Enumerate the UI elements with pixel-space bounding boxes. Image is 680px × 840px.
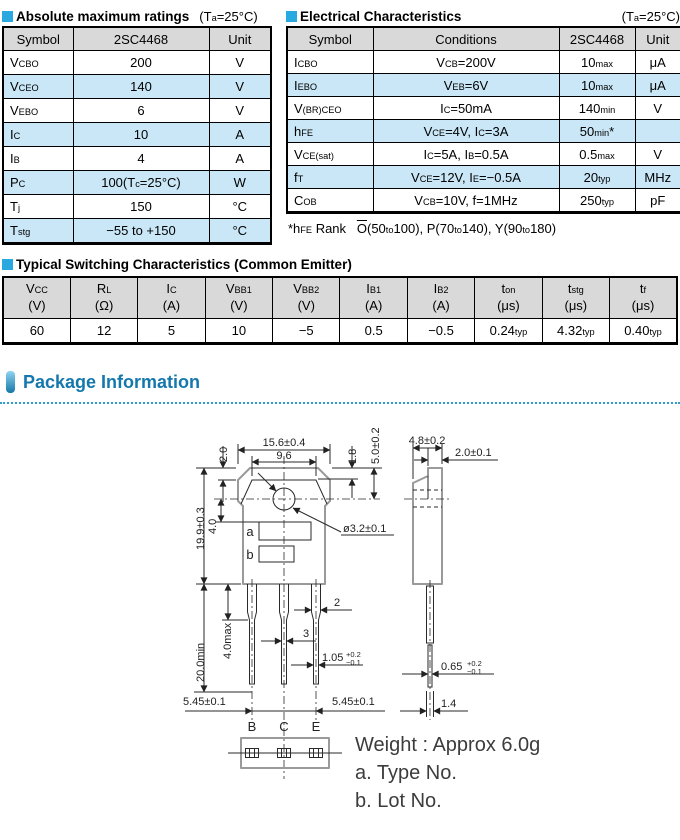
abs-ta-condition: (Ta=25°C) <box>199 8 258 24</box>
cell-unit: MHz <box>635 166 680 189</box>
type-no-mark-area <box>259 522 311 540</box>
col-header-vbb1: VBB1 (V) <box>205 277 272 319</box>
cell-value: 0.24typ <box>475 319 542 344</box>
dim-lead-length-label: 20.0min <box>195 642 207 682</box>
table-row <box>3 171 271 195</box>
sw-title-text: Typical Switching Characteristics (Common Emitter) <box>16 256 352 272</box>
cell-value: 4.32typ <box>542 319 609 344</box>
ratings-row <box>0 0 680 245</box>
abs-title-text: Absolute maximum ratings <box>16 8 190 24</box>
section-marker-icon <box>2 259 13 270</box>
cell-value: 60 <box>3 319 70 344</box>
cell-symbol: COB <box>287 189 373 213</box>
side-view <box>404 468 452 720</box>
package-information-title: Package Information <box>23 371 201 392</box>
col-header-part: 2SC4468 <box>559 27 635 51</box>
elec-ta-condition: (Ta=25°C) <box>621 8 680 24</box>
switching-characteristics-section <box>0 254 680 345</box>
cell-symbol: VCE(sat) <box>287 143 373 166</box>
cell-symbol: IB <box>3 147 73 171</box>
dim-side-lead-tol-minus: −0.1 <box>467 667 482 676</box>
col-header-rl: RL (Ω) <box>70 277 137 319</box>
table-row <box>287 97 680 120</box>
cell-conditions: VCB=200V <box>373 51 559 74</box>
dim-inner-width-label: 9.6 <box>276 450 292 462</box>
table-row <box>3 147 271 171</box>
cell-unit: °C <box>209 195 271 219</box>
col-header-ib1: IB1 (A) <box>340 277 407 319</box>
table-row <box>287 51 680 74</box>
col-header-tstg: tstg (μs) <box>542 277 609 319</box>
hfe-rank-footnote: *hFE Rank $\overline{O}(50to100)$, P(70to140), Y(90to180) <box>288 221 557 236</box>
cell-value: 200 <box>73 51 209 75</box>
type-no-note: a. Type No. <box>355 762 457 784</box>
dim-lead-width-3 <box>261 628 316 641</box>
bottom-view <box>228 738 342 768</box>
dim-flange-depth-label: 5.0±0.2 <box>370 427 382 464</box>
dim-flange-depth <box>370 427 382 499</box>
dim-lead-thickness-tol-plus: +0.2 <box>346 650 361 659</box>
table-row <box>3 123 271 147</box>
dim-notch-depth-label: 1.8 <box>347 448 359 464</box>
dim-side-tab-thickness-label: 2.0±0.1 <box>455 447 492 459</box>
cell-value: 0.5max <box>559 143 635 166</box>
cell-unit: V <box>209 75 271 99</box>
dim-side-lead-thickness <box>402 659 494 676</box>
cell-symbol: IC <box>3 123 73 147</box>
dim-side-lead-tol-plus: +0.2 <box>467 659 482 668</box>
cell-value: −0.5 <box>407 319 474 344</box>
dim-lead-pitch-left-label: 5.45±0.1 <box>183 696 226 708</box>
cell-value: 0.5 <box>340 319 407 344</box>
col-header-symbol: Symbol <box>3 27 73 51</box>
cell-conditions: IC=5A, IB=0.5A <box>373 143 559 166</box>
cell-conditions: VCE=12V, IE=−0.5A <box>373 166 559 189</box>
dim-lead-thickness-label: 1.05 <box>322 652 344 664</box>
dim-lead-width-3-label: 3 <box>303 628 310 640</box>
col-header-vbb2: VBB2 (V) <box>273 277 340 319</box>
cell-value: 20typ <box>559 166 635 189</box>
front-view <box>214 456 380 779</box>
col-header-ton: ton (μs) <box>475 277 542 319</box>
table-header-row <box>287 27 680 51</box>
dim-side-lead-thickness-label: 0.65 <box>441 661 463 673</box>
cell-symbol: Tstg <box>3 219 73 244</box>
dim-top-width-label: 15.6±0.4 <box>262 437 306 449</box>
cell-unit: W <box>209 171 271 195</box>
col-header-ib2: IB2 (A) <box>407 277 474 319</box>
dim-lead-thickness-tol-minus: −0.1 <box>346 658 361 667</box>
cell-value: 12 <box>70 319 137 344</box>
table-header-row <box>3 277 677 319</box>
section-marker-icon <box>2 11 13 22</box>
dim-lead-thickness <box>291 650 363 667</box>
lot-no-note: b. Lot No. <box>355 790 442 812</box>
cell-unit: pF <box>635 189 680 213</box>
dim-side-tab-thickness <box>414 447 498 466</box>
dim-tab-height <box>218 446 236 502</box>
cell-conditions: VCE=4V, IC=3A <box>373 120 559 143</box>
cell-symbol: IEBO <box>287 74 373 97</box>
table-row <box>287 189 680 213</box>
package-drawing <box>0 404 680 840</box>
col-header-vcc: VCC (V) <box>3 277 70 319</box>
cell-unit: °C <box>209 219 271 244</box>
table-row <box>3 195 271 219</box>
mark-b-label: b <box>246 547 254 562</box>
dim-lead-shoulder <box>222 584 248 659</box>
dim-lead-shoulder-label: 4.0max <box>222 622 234 659</box>
table-row <box>287 166 680 189</box>
cell-conditions: VEB=6V <box>373 74 559 97</box>
cell-unit: V <box>635 97 680 120</box>
table-row <box>3 99 271 123</box>
cell-unit: A <box>209 147 271 171</box>
electrical-characteristics-section <box>286 6 680 245</box>
col-header-ic: IC (A) <box>138 277 205 319</box>
cell-symbol: VCEO <box>3 75 73 99</box>
cell-unit: V <box>209 51 271 75</box>
table-row <box>3 319 677 344</box>
cell-value: −55 to +150 <box>73 219 209 244</box>
cell-conditions: VCB=10V, f=1MHz <box>373 189 559 213</box>
dim-body-height-label: 19.9±0.3 <box>195 507 207 550</box>
elec-section-title <box>286 6 680 26</box>
dim-hole-diameter-label: ø3.2±0.1 <box>343 523 387 535</box>
table-row <box>3 219 271 244</box>
pin-label-emitter: E <box>311 719 321 734</box>
table-row <box>287 143 680 166</box>
cell-symbol: Tj <box>3 195 73 219</box>
table-row <box>3 75 271 99</box>
cell-value: 10 <box>73 123 209 147</box>
col-header-symbol: Symbol <box>287 27 373 51</box>
cell-symbol: VEBO <box>3 99 73 123</box>
col-header-tf: tf (μs) <box>610 277 677 319</box>
cell-value: −5 <box>273 319 340 344</box>
elec-title-text: Electrical Characteristics <box>300 8 462 24</box>
dim-side-lead-tip <box>400 691 468 717</box>
section-marker-icon <box>286 11 297 22</box>
table-row <box>287 74 680 97</box>
pin-label-collector: C <box>279 719 289 734</box>
cell-value: 140min <box>559 97 635 120</box>
absolute-maximum-ratings-section <box>2 6 270 245</box>
cell-value: 5 <box>138 319 205 344</box>
absolute-maximum-ratings-table <box>2 26 272 245</box>
dim-side-lead-tip-label: 1.4 <box>441 698 457 710</box>
abs-section-title <box>2 6 270 26</box>
lot-no-mark-area <box>259 546 294 562</box>
package-notes <box>355 734 540 812</box>
cell-symbol: hFE <box>287 120 373 143</box>
cell-symbol: VCBO <box>3 51 73 75</box>
dim-side-width-label: 4.8±0.2 <box>408 435 446 447</box>
pin-label-base: B <box>247 719 257 734</box>
table-row <box>287 120 680 143</box>
cell-value: 6 <box>73 99 209 123</box>
col-header-conditions: Conditions <box>373 27 559 51</box>
cell-value: 10max <box>559 51 635 74</box>
cell-symbol: ICBO <box>287 51 373 74</box>
dim-hole-offset-label: 4.0 <box>207 518 219 534</box>
mark-a-label: a <box>246 524 254 539</box>
cell-value: 140 <box>73 75 209 99</box>
cell-value: 4 <box>73 147 209 171</box>
cell-unit <box>635 120 680 143</box>
cell-unit: μA <box>635 51 680 74</box>
cell-value: 0.40typ <box>610 319 677 344</box>
dim-lead-pitch-right-label: 5.45±0.1 <box>332 696 375 708</box>
cell-value: 250typ <box>559 189 635 213</box>
table-header-row <box>3 27 271 51</box>
cell-unit: μA <box>635 74 680 97</box>
cell-value: 10 <box>205 319 272 344</box>
dim-tab-height-label: 2.0 <box>218 446 230 462</box>
switching-characteristics-table <box>2 276 678 345</box>
col-header-unit: Unit <box>635 27 680 51</box>
cell-symbol: fT <box>287 166 373 189</box>
cell-value: 150 <box>73 195 209 219</box>
cell-value: 10max <box>559 74 635 97</box>
cell-symbol: V(BR)CEO <box>287 97 373 120</box>
electrical-characteristics-table <box>286 26 680 214</box>
cell-unit: V <box>635 143 680 166</box>
cell-unit: V <box>209 99 271 123</box>
cell-value: 50min* <box>559 120 635 143</box>
cell-conditions: IC=50mA <box>373 97 559 120</box>
heading-bar-icon <box>6 371 15 393</box>
col-header-unit: Unit <box>209 27 271 51</box>
cell-value: 100(Tc=25°C) <box>73 171 209 195</box>
weight-note: Weight : Approx 6.0g <box>355 734 541 756</box>
dim-lead-width-2 <box>294 597 352 610</box>
col-header-part: 2SC4468 <box>73 27 209 51</box>
sw-section-title <box>2 254 678 274</box>
table-row <box>3 51 271 75</box>
package-information-heading <box>0 371 680 404</box>
cell-unit: A <box>209 123 271 147</box>
cell-symbol: PC <box>3 171 73 195</box>
dim-lead-width-2-label: 2 <box>334 597 341 609</box>
